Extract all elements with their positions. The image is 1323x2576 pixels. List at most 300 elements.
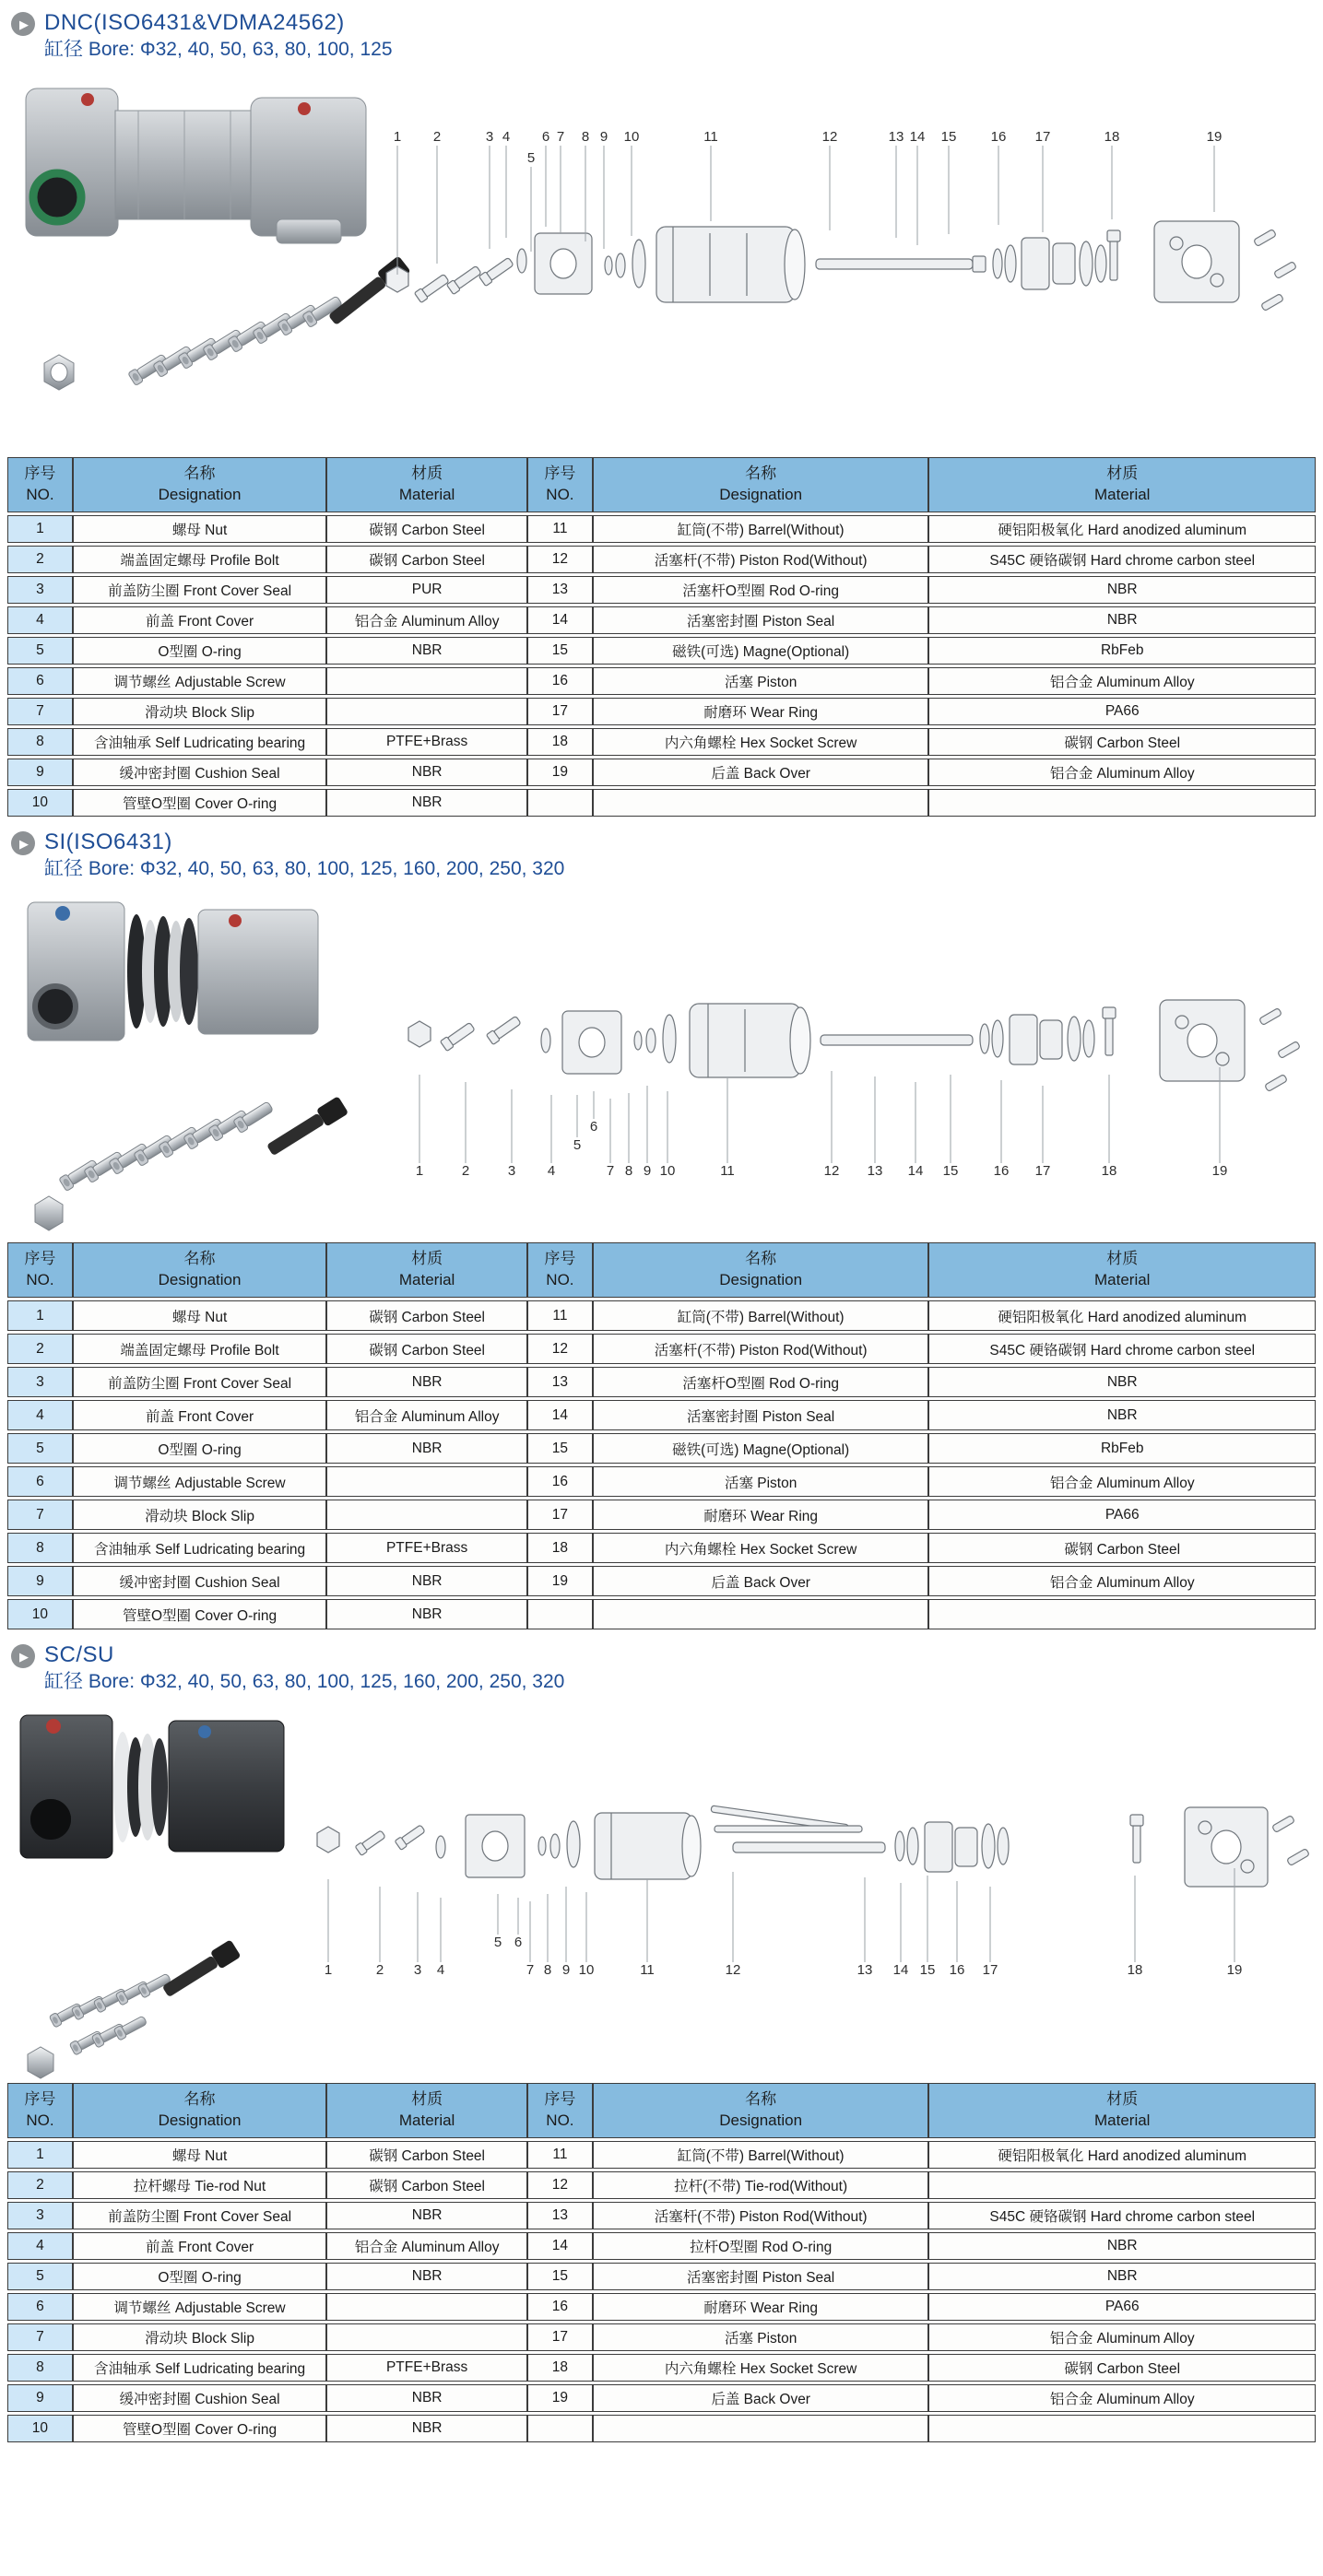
callout-number: 1: [415, 1163, 424, 1179]
table-row: [7, 2263, 1316, 2290]
cell-no: 6: [7, 2293, 73, 2321]
callout-number: 4: [547, 1163, 556, 1179]
callout-number: 4: [436, 1962, 445, 1978]
cell-no: 3: [7, 1367, 73, 1397]
cell-material: 铝合金 Aluminum Alloy: [326, 606, 527, 634]
callout-number: 6: [514, 1935, 523, 1950]
callout-number: 8: [624, 1163, 633, 1179]
table-row: [7, 1367, 1316, 1397]
cell-designation: 调节螺丝 Adjustable Screw: [73, 1466, 326, 1497]
cell-material: 铝合金 Aluminum Alloy: [928, 759, 1316, 786]
cell-no: 12: [527, 2171, 593, 2199]
callout-number: 6: [589, 1119, 598, 1135]
cell-material: 硬铝阳极氧化 Hard anodized aluminum: [928, 1300, 1316, 1331]
cell-material: 碳钢 Carbon Steel: [928, 1533, 1316, 1563]
cell-designation: 后盖 Back Over: [593, 2384, 929, 2412]
cell-designation: 缸筒(不带) Barrel(Without): [593, 515, 929, 543]
cell-designation: 管壁O型圈 Cover O-ring: [73, 789, 326, 817]
cell-designation: 含油轴承 Self Ludricating bearing: [73, 2354, 326, 2382]
cell-no: 4: [7, 1400, 73, 1430]
cell-no: [527, 2415, 593, 2442]
cell-material: 碳钢 Carbon Steel: [326, 515, 527, 543]
cell-no: 18: [527, 1533, 593, 1563]
cell-no: 14: [527, 606, 593, 634]
callout-number: 9: [561, 1962, 571, 1978]
diagram-area-scsu: [0, 1695, 1323, 2080]
cell-material: 铝合金 Aluminum Alloy: [928, 1566, 1316, 1596]
cell-designation: 拉杆螺母 Tie-rod Nut: [73, 2171, 326, 2199]
cell-material: 碳钢 Carbon Steel: [326, 546, 527, 573]
section-title: SC/SU: [44, 1642, 114, 1667]
cell-material: NBR: [326, 2202, 527, 2229]
callout-number: 13: [867, 1163, 883, 1179]
callout-number: 18: [1127, 1962, 1143, 1978]
callout-number: 16: [949, 1962, 965, 1978]
header-designation: 名称 Designation: [593, 457, 929, 512]
cell-no: 3: [7, 2202, 73, 2229]
cell-material: 碳钢 Carbon Steel: [326, 1300, 527, 1331]
section-scsu: [0, 1632, 1323, 2445]
cell-designation: 活塞 Piston: [593, 2323, 929, 2351]
cell-designation: 内六角螺栓 Hex Socket Screw: [593, 1533, 929, 1563]
cell-no: 13: [527, 2202, 593, 2229]
cell-designation: 活塞杆(不带) Piston Rod(Without): [593, 2202, 929, 2229]
table-row: [7, 637, 1316, 665]
cell-no: 9: [7, 2384, 73, 2412]
cell-material: 碳钢 Carbon Steel: [326, 1334, 527, 1364]
cell-no: 2: [7, 2171, 73, 2199]
cell-material: [928, 789, 1316, 817]
cell-no: 7: [7, 1500, 73, 1530]
cell-designation: 端盖固定螺母 Profile Bolt: [73, 546, 326, 573]
cell-designation: 含油轴承 Self Ludricating bearing: [73, 1533, 326, 1563]
cell-designation: O型圈 O-ring: [73, 1433, 326, 1464]
cell-designation: 活塞密封圈 Piston Seal: [593, 606, 929, 634]
exploded-diagram-scsu: [0, 1695, 1323, 2080]
callout-number: 7: [556, 129, 565, 145]
cell-designation: 磁铁(可选) Magne(Optional): [593, 637, 929, 665]
cell-material: 碳钢 Carbon Steel: [928, 728, 1316, 756]
callout-number: 12: [823, 1163, 840, 1179]
table-row: [7, 728, 1316, 756]
cell-material: NBR: [928, 576, 1316, 604]
cell-designation: [593, 1599, 929, 1629]
header-material: 材质 Material: [326, 1242, 527, 1298]
cell-no: 5: [7, 1433, 73, 1464]
cell-designation: 内六角螺栓 Hex Socket Screw: [593, 728, 929, 756]
diagram-area-si: [0, 882, 1323, 1240]
cell-no: 8: [7, 2354, 73, 2382]
cell-designation: 管壁O型圈 Cover O-ring: [73, 1599, 326, 1629]
cell-material: [928, 2171, 1316, 2199]
cell-no: 9: [7, 1566, 73, 1596]
cell-no: 15: [527, 2263, 593, 2290]
cell-no: 19: [527, 1566, 593, 1596]
cell-material: 铝合金 Aluminum Alloy: [326, 2232, 527, 2260]
section-bore: 缸径 Bore: Φ32, 40, 50, 63, 80, 100, 125, 160, 200, 250, 320: [44, 1671, 565, 1692]
cell-no: 8: [7, 1533, 73, 1563]
cell-material: S45C 硬铬碳钢 Hard chrome carbon steel: [928, 1334, 1316, 1364]
cell-designation: 后盖 Back Over: [593, 1566, 929, 1596]
callout-number: 9: [599, 129, 608, 145]
table-row: [7, 546, 1316, 573]
cell-designation: 螺母 Nut: [73, 1300, 326, 1331]
callout-number: 11: [703, 129, 718, 145]
play-icon: ▶: [11, 12, 35, 36]
cell-designation: 拉杆O型圈 Rod O-ring: [593, 2232, 929, 2260]
table-row: [7, 789, 1316, 817]
header-material: 材质 Material: [326, 457, 527, 512]
callout-number: 1: [324, 1962, 333, 1978]
cell-designation: 滑动块 Block Slip: [73, 1500, 326, 1530]
table-header-row: [7, 457, 1316, 512]
cell-designation: 缸筒(不带) Barrel(Without): [593, 1300, 929, 1331]
cell-no: 1: [7, 2141, 73, 2169]
parts-table-dnc: [7, 454, 1316, 819]
cell-material: [326, 667, 527, 695]
cell-material: [928, 1599, 1316, 1629]
cell-no: 11: [527, 2141, 593, 2169]
cell-designation: 前盖防尘圈 Front Cover Seal: [73, 576, 326, 604]
table-row: [7, 1533, 1316, 1563]
cell-material: PTFE+Brass: [326, 2354, 527, 2382]
cell-material: PTFE+Brass: [326, 1533, 527, 1563]
play-icon: ▶: [11, 831, 35, 855]
cell-no: 6: [7, 667, 73, 695]
exploded-diagram-dnc: [0, 63, 1323, 454]
callout-number: 13: [888, 129, 904, 145]
cell-no: 7: [7, 698, 73, 725]
cell-designation: 调节螺丝 Adjustable Screw: [73, 2293, 326, 2321]
cell-no: 10: [7, 2415, 73, 2442]
cell-material: NBR: [928, 1367, 1316, 1397]
cell-material: PUR: [326, 576, 527, 604]
cell-no: 16: [527, 2293, 593, 2321]
header-designation: 名称 Designation: [73, 2083, 326, 2138]
product-photo: [26, 88, 411, 390]
cell-material: [326, 2323, 527, 2351]
header-no: 序号 NO.: [7, 2083, 73, 2138]
cell-material: 铝合金 Aluminum Alloy: [928, 1466, 1316, 1497]
callout-number: 17: [1034, 129, 1051, 145]
cell-designation: 耐磨环 Wear Ring: [593, 698, 929, 725]
section-scsu-header: [0, 1632, 1323, 1695]
header-material: 材质 Material: [928, 2083, 1316, 2138]
cell-material: [326, 2293, 527, 2321]
exploded-parts: [317, 1806, 1309, 1887]
play-icon: ▶: [11, 1644, 35, 1668]
cell-material: [326, 1466, 527, 1497]
cell-no: [527, 789, 593, 817]
section-title: SI(ISO6431): [44, 829, 172, 854]
exploded-parts: [386, 221, 1296, 311]
header-designation: 名称 Designation: [73, 1242, 326, 1298]
section-bore: 缸径 Bore: Φ32, 40, 50, 63, 80, 100, 125: [44, 39, 393, 60]
callout-number: 10: [623, 129, 640, 145]
cell-no: 10: [7, 789, 73, 817]
cell-designation: 活塞 Piston: [593, 667, 929, 695]
callout-number: 10: [578, 1962, 595, 1978]
cell-material: NBR: [326, 1599, 527, 1629]
table-row: [7, 2293, 1316, 2321]
cell-no: 9: [7, 759, 73, 786]
cell-no: 17: [527, 2323, 593, 2351]
callout-number: 16: [993, 1163, 1010, 1179]
exploded-diagram-si: [0, 882, 1323, 1240]
callout-number: 12: [821, 129, 838, 145]
table-row: [7, 515, 1316, 543]
cell-designation: 前盖 Front Cover: [73, 606, 326, 634]
cell-material: 铝合金 Aluminum Alloy: [928, 2323, 1316, 2351]
cell-material: NBR: [928, 2232, 1316, 2260]
cell-material: 硬铝阳极氧化 Hard anodized aluminum: [928, 515, 1316, 543]
table-row: [7, 2354, 1316, 2382]
callout-number: 4: [502, 129, 511, 145]
cell-designation: 磁铁(可选) Magne(Optional): [593, 1433, 929, 1464]
cell-designation: 活塞 Piston: [593, 1466, 929, 1497]
cell-designation: 端盖固定螺母 Profile Bolt: [73, 1334, 326, 1364]
callout-number: 17: [982, 1962, 998, 1978]
cell-material: NBR: [928, 1400, 1316, 1430]
table-row: [7, 759, 1316, 786]
cell-material: NBR: [326, 1566, 527, 1596]
cell-material: NBR: [326, 1367, 527, 1397]
cell-designation: 活塞杆(不带) Piston Rod(Without): [593, 546, 929, 573]
cell-no: 12: [527, 1334, 593, 1364]
header-designation: 名称 Designation: [73, 457, 326, 512]
cell-designation: 活塞密封圈 Piston Seal: [593, 2263, 929, 2290]
cell-designation: 耐磨环 Wear Ring: [593, 2293, 929, 2321]
cell-material: NBR: [326, 2384, 527, 2412]
callout-number: 6: [541, 129, 550, 145]
cell-material: 碳钢 Carbon Steel: [326, 2141, 527, 2169]
cell-designation: 活塞杆O型圈 Rod O-ring: [593, 1367, 929, 1397]
table-header-row: [7, 2083, 1316, 2138]
table-row: [7, 2323, 1316, 2351]
cell-no: 16: [527, 1466, 593, 1497]
cell-no: 8: [7, 728, 73, 756]
table-row: [7, 1400, 1316, 1430]
callout-number: 7: [606, 1163, 615, 1179]
callout-number: 16: [990, 129, 1007, 145]
cell-material: PA66: [928, 1500, 1316, 1530]
cell-designation: 活塞杆(不带) Piston Rod(Without): [593, 1334, 929, 1364]
header-designation: 名称 Designation: [593, 1242, 929, 1298]
table-row: [7, 1334, 1316, 1364]
parts-table-si: [7, 1240, 1316, 1632]
header-material: 材质 Material: [928, 457, 1316, 512]
callout-number: 2: [375, 1962, 384, 1978]
cell-designation: 内六角螺栓 Hex Socket Screw: [593, 2354, 929, 2382]
table-header-row: [7, 1242, 1316, 1298]
cell-material: RbFeb: [928, 1433, 1316, 1464]
callout-number: 14: [907, 1163, 924, 1179]
cell-no: 1: [7, 1300, 73, 1331]
callout-number: 7: [526, 1962, 535, 1978]
header-material: 材质 Material: [326, 2083, 527, 2138]
cell-material: RbFeb: [928, 637, 1316, 665]
header-no: 序号 NO.: [527, 1242, 593, 1298]
cell-material: [326, 1500, 527, 1530]
diagram-area-dnc: [0, 63, 1323, 454]
cell-material: NBR: [326, 1433, 527, 1464]
callout-number: 19: [1206, 129, 1223, 145]
callout-number: 8: [581, 129, 590, 145]
product-photo: [28, 902, 348, 1230]
section-dnc-header: [0, 0, 1323, 63]
cell-no: 14: [527, 2232, 593, 2260]
cell-designation: [593, 789, 929, 817]
callout-number: 14: [909, 129, 926, 145]
cell-no: 12: [527, 546, 593, 573]
product-photo: [20, 1715, 284, 2078]
header-no: 序号 NO.: [527, 2083, 593, 2138]
cell-designation: 滑动块 Block Slip: [73, 698, 326, 725]
section-dnc: [0, 0, 1323, 819]
cell-material: 铝合金 Aluminum Alloy: [928, 2384, 1316, 2412]
cell-material: NBR: [326, 789, 527, 817]
cell-designation: 含油轴承 Self Ludricating bearing: [73, 728, 326, 756]
cell-no: 4: [7, 2232, 73, 2260]
cell-material: 碳钢 Carbon Steel: [928, 2354, 1316, 2382]
cell-material: 铝合金 Aluminum Alloy: [326, 1400, 527, 1430]
cell-no: 6: [7, 1466, 73, 1497]
callout-number: 13: [856, 1962, 873, 1978]
table-row: [7, 2141, 1316, 2169]
table-row: [7, 2415, 1316, 2442]
callout-number: 1: [393, 129, 402, 145]
cell-material: S45C 硬铬碳钢 Hard chrome carbon steel: [928, 546, 1316, 573]
callout-number: 12: [725, 1962, 741, 1978]
section-bore: 缸径 Bore: Φ32, 40, 50, 63, 80, 100, 125, 160, 200, 250, 320: [44, 858, 565, 879]
cell-material: NBR: [326, 2415, 527, 2442]
table-row: [7, 2171, 1316, 2199]
cell-no: 7: [7, 2323, 73, 2351]
cell-material: S45C 硬铬碳钢 Hard chrome carbon steel: [928, 2202, 1316, 2229]
cell-designation: 活塞杆O型圈 Rod O-ring: [593, 576, 929, 604]
header-no: 序号 NO.: [7, 457, 73, 512]
table-row: [7, 1466, 1316, 1497]
cell-no: 15: [527, 1433, 593, 1464]
callout-number: 11: [720, 1163, 735, 1179]
table-row: [7, 2384, 1316, 2412]
cell-no: 11: [527, 1300, 593, 1331]
header-material: 材质 Material: [928, 1242, 1316, 1298]
header-no: 序号 NO.: [7, 1242, 73, 1298]
cell-designation: 前盖防尘圈 Front Cover Seal: [73, 1367, 326, 1397]
table-row: [7, 667, 1316, 695]
cell-designation: 缓冲密封圈 Cushion Seal: [73, 759, 326, 786]
table-row: [7, 698, 1316, 725]
callout-number: 15: [940, 129, 957, 145]
callout-number: 5: [493, 1935, 502, 1950]
section-si-header: [0, 819, 1323, 882]
cell-no: 19: [527, 2384, 593, 2412]
callout-number: 15: [919, 1962, 936, 1978]
callout-number: 14: [892, 1962, 909, 1978]
cell-material: NBR: [326, 759, 527, 786]
header-no: 序号 NO.: [527, 457, 593, 512]
cell-material: NBR: [928, 606, 1316, 634]
cell-designation: 管壁O型圈 Cover O-ring: [73, 2415, 326, 2442]
cell-designation: 拉杆(不带) Tie-rod(Without): [593, 2171, 929, 2199]
parts-table-scsu: [7, 2080, 1316, 2445]
cell-designation: 螺母 Nut: [73, 2141, 326, 2169]
cell-designation: 缓冲密封圈 Cushion Seal: [73, 2384, 326, 2412]
cell-material: [326, 698, 527, 725]
table-row: [7, 2232, 1316, 2260]
header-designation: 名称 Designation: [593, 2083, 929, 2138]
cell-no: 17: [527, 698, 593, 725]
cell-material: NBR: [928, 2263, 1316, 2290]
cell-no: 5: [7, 637, 73, 665]
cell-no: 5: [7, 2263, 73, 2290]
cell-material: PA66: [928, 698, 1316, 725]
cell-no: 3: [7, 576, 73, 604]
cell-designation: 调节螺丝 Adjustable Screw: [73, 667, 326, 695]
cell-designation: 前盖 Front Cover: [73, 1400, 326, 1430]
callout-number: 18: [1104, 129, 1120, 145]
callout-number: 2: [432, 129, 442, 145]
cell-designation: 活塞密封圈 Piston Seal: [593, 1400, 929, 1430]
callout-number: 3: [485, 129, 494, 145]
cell-designation: 滑动块 Block Slip: [73, 2323, 326, 2351]
callout-number: 3: [507, 1163, 516, 1179]
callout-number: 19: [1226, 1962, 1243, 1978]
cell-designation: 前盖 Front Cover: [73, 2232, 326, 2260]
cell-designation: [593, 2415, 929, 2442]
cell-material: NBR: [326, 637, 527, 665]
cell-no: 1: [7, 515, 73, 543]
cell-no: 15: [527, 637, 593, 665]
table-row: [7, 606, 1316, 634]
cell-designation: 缸筒(不带) Barrel(Without): [593, 2141, 929, 2169]
cell-no: 2: [7, 546, 73, 573]
cell-designation: 耐磨环 Wear Ring: [593, 1500, 929, 1530]
cell-designation: 缓冲密封圈 Cushion Seal: [73, 1566, 326, 1596]
cell-material: 硬铝阳极氧化 Hard anodized aluminum: [928, 2141, 1316, 2169]
cell-no: 19: [527, 759, 593, 786]
cell-material: NBR: [326, 2263, 527, 2290]
callout-number: 8: [543, 1962, 552, 1978]
cell-designation: O型圈 O-ring: [73, 2263, 326, 2290]
cell-no: 18: [527, 728, 593, 756]
cell-designation: O型圈 O-ring: [73, 637, 326, 665]
table-row: [7, 1500, 1316, 1530]
exploded-parts: [408, 1000, 1300, 1091]
section-si: [0, 819, 1323, 1632]
cell-material: PTFE+Brass: [326, 728, 527, 756]
callout-number: 11: [640, 1962, 655, 1978]
cell-material: 铝合金 Aluminum Alloy: [928, 667, 1316, 695]
table-row: [7, 1433, 1316, 1464]
callout-number: 17: [1034, 1163, 1051, 1179]
cell-material: [928, 2415, 1316, 2442]
cell-no: [527, 1599, 593, 1629]
cell-designation: 螺母 Nut: [73, 515, 326, 543]
table-row: [7, 576, 1316, 604]
callout-number: 9: [643, 1163, 652, 1179]
callout-number: 5: [573, 1137, 582, 1153]
table-row: [7, 1566, 1316, 1596]
cell-no: 14: [527, 1400, 593, 1430]
callout-number: 18: [1101, 1163, 1117, 1179]
cell-no: 4: [7, 606, 73, 634]
cell-no: 16: [527, 667, 593, 695]
cell-no: 18: [527, 2354, 593, 2382]
callout-number: 19: [1211, 1163, 1228, 1179]
section-title: DNC(ISO6431&VDMA24562): [44, 10, 345, 35]
